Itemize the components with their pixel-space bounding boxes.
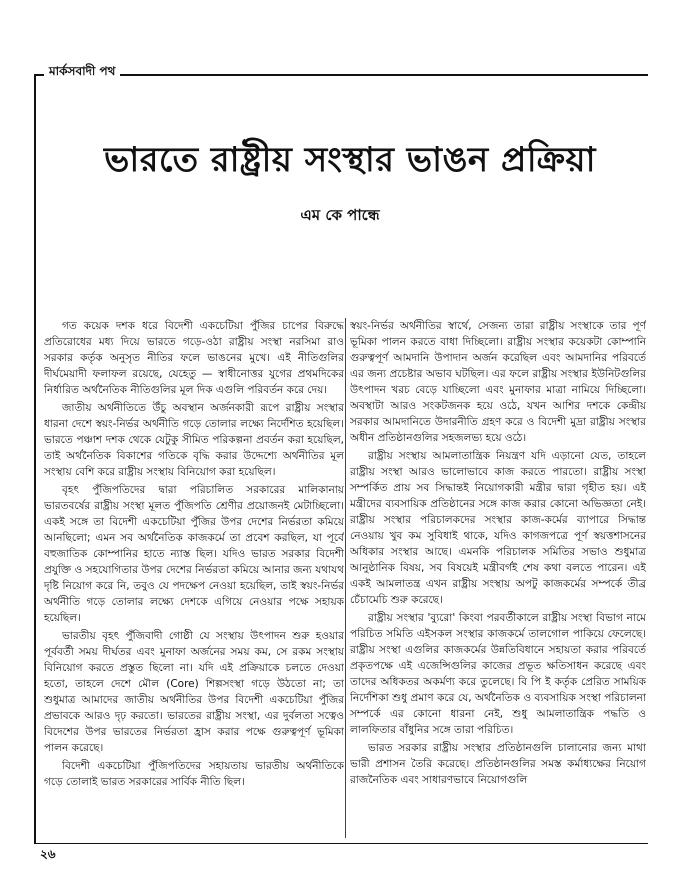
paragraph: বিদেশী একচেটিয়া পুঁজিপতিদের সহায়তায় ভারতীয় অর্থনীতিকে গড়ে তোলাই ভারত সরকারের সার্বিক নীতি ছিল। (44, 760, 344, 788)
paragraph: ভারতীয় বৃহৎ পুঁজিবাদী গোষ্ঠী যে সংস্থায় উৎপাদন শুরু হওয়ার পূর্ববর্তী সময় দীর্ঘতর এবং মুনাফা অর্জনের সময় কম, সে রকম সংস্থায় বিনিয়োগ করতে প্রস্তুত ছিলো না। যদি এই প্রক্রিয়াকে চলতে দেওয়া হতো, তাহলে দেশে মৌল (Core) শিল্পসংস্থা গড়ে উঠতো না; তা শুধুমাত্র আমাদের জাতীয় অর্থনীতির উপর বিদেশী একচেটিয়া পুঁজির প্রভাবকে আরও দৃঢ় করতো। ভারতের রাষ্ট্রীয় সংস্থা, এর দুর্বলতা সত্বেও বিদেশের উপর ভারতের নির্ভরতা হ্রাস করার পক্ষে গুরুত্বপূর্ণ ভূমিকা পালন করেছে। (44, 630, 344, 754)
paragraph: বৃহৎ পুঁজিপতিদের দ্বারা পরিচালিত সরকারের মালিকানায় ভারতবর্ষের রাষ্ট্রীয় সংস্থা মূলত পুঁজিপতি শ্রেণীর প্রয়োজনই মেটাচ্ছিলো। একই সঙ্গে তা বিদেশী একচেটিয়া পুঁজির উপর দেশের নির্ভরতা কমিয়ে আনছিলো; এমন সব অর্থনৈতিক কাজকর্মে তা প্রবেশ করছিল, যা পূর্বে বহুজাতিক কোম্পানির হাতে ন্যাস্ত ছিল। যদিও ভারত সরকার বিদেশী প্রযুক্তি ও সহযোগিতার উপর দেশের নির্ভরতা কমিয়ে আনার জন্য যথাযথ দৃষ্টি নিয়োগ করে নি, তবুও যে পদক্ষেপ নেওয়া হয়েছিল, তাই স্বয়ং-নির্ভর অর্থনীতি গড়ে তোলার লক্ষ্যে দেশকে এগিয়ে নেওয়ার পক্ষে সহায়ক হয়েছিল। (44, 484, 344, 624)
article-author: এম কে পান্ধে (300, 206, 380, 224)
article-title: ভারতে রাষ্ট্রীয় সংস্থার ভাঙন প্রক্রিয়া (104, 140, 596, 180)
paragraph: রাষ্ট্রীয় সংস্থায় আমলাতান্ত্রিক নিয়ন্ত্রণ যদি এড়ানো যেত, তাহলে রাষ্ট্রীয় সংস্থা আরও ভালোভাবে কাজ করতে পারতো। রাষ্ট্রীয় সংস্থা সম্পর্কিত প্রায় সব সিদ্ধান্তই নিয়োগকারী মন্ত্রীর দ্বারা গৃহীত হয়। এই মন্ত্রীদের ব্যবসায়িক প্রতিষ্ঠানের সঙ্গে কাজ করার কোনো অভিজ্ঞতা নেই। রাষ্ট্রীয় সংস্থার পরিচালকদের সংস্থার কাজ-কর্মের ব্যাপারে সিদ্ধান্ত নেওয়ায় খুব কম সুবিধাই থাকে, যদিও কাগজপত্রে পূর্ণ স্বয়ত্তশাসনের অধিকার সংস্থার আছে। এমনকি পরিচালক সমিতির সভাও শুধুমাত্র আনুষ্ঠানিক বিষয়, সব বিষয়েই মন্ত্রীবর্গই শেষ কথা বলতে পারেন। এই একই আমলাতন্ত্র এখন রাষ্ট্রীয় সংস্থায় অপটু কাজকর্মের সম্পর্কে তীব্র চেঁচামেচি শুরু করেছে। (350, 450, 646, 606)
left-margin-rule (34, 74, 36, 844)
left-column (44, 318, 344, 838)
journal-name: মার্কসবাদী পথ (44, 62, 120, 80)
paragraph: রাষ্ট্রীয় সংস্থার 'ব্যুরো' কিংবা পরবর্তীকালে রাষ্ট্রীয় সংস্থা বিভাগ নামে পরিচিত সমিতি এইসকল সংস্থার কাজকর্মে তালগোল পাকিয়ে ফেলেছে। রাষ্ট্রীয় সংস্থা এগুলির কাজকর্মের উন্নতিবিধানে সহায়তা করার পরিবর্তে প্রকৃতপক্ষে এই এজেন্সিগুলির কাজের প্রভূত ক্ষতিসাধন করেছে এবং তাদের অধিকতর অকর্মণ্য করে তুলেছে। বি পি ই কর্তৃক প্রেরিত সাময়িক নির্দেশিকা শুধু প্রমাণ করে যে, অর্থনৈতিক ও ব্যবসায়িক সংস্থা পরিচালনা সম্পর্কে এর কোনো ধারনা নেই, শুধু আমলাতান্ত্রিক পদ্ধতি ও লালফিতার বাঁধুনির সঙ্গে তারা পরিচিত। (350, 612, 646, 736)
paragraph: ভারত সরকার রাষ্ট্রীয় সংস্থার প্রতিষ্ঠানগুলি চালানোর জন্য মাথা ভারী প্রশাসন তৈরি করেছে। প্রতিষ্ঠানগুলির সমস্ত কর্মাধ্যক্ষের নিয়োগ রাজনৈতিক এবং সাধারণভাবে নিয়োগগুলি (350, 742, 646, 786)
column-divider (345, 318, 346, 838)
paragraph: স্বয়ং-নির্ভর অর্থনীতির স্বার্থে, সেজন্য তারা রাষ্ট্রীয় সংস্থাকে তার পূর্ণ ভূমিকা পালন করতে বাধা দিচ্ছিলো। রাষ্ট্রীয় সংস্থার কয়েকটা কোম্পানি গুরুত্বপূর্ণ আমদানি উপাদান অর্জন করেছিল এবং আমদানির পরিবর্তে এর জন্য প্রচেষ্টার অভাব ঘটছিল। এর ফলে রাষ্ট্রীয় সংস্থার ইউনিটগুলির উৎপাদন খরচ বেড়ে যাচ্ছিলো এবং মুনাফার মাত্রা নামিয়ে দিচ্ছিলো। অবস্থাটা আরও সংকটজনক হয়ে ওঠে, যখন আশির দশকে কেন্দ্রীয় সরকার আমদানিতে উদারনীতি গ্রহণ করে ও বিদেশী মুদ্রা রাষ্ট্রীয় সংস্থার অধীন প্রতিষ্ঠানগুলির সহজলভ্য হয়ে ওঠে। (350, 320, 646, 444)
footer-rule (34, 843, 648, 844)
paragraph: জাতীয় অর্থনীতিতে উঁচু অবস্থান অর্জনকারী রূপে রাষ্ট্রীয় সংস্থার ধারনা দেশে স্বয়ং-নির্ভর অর্থনীতি গড়ে তোলার লক্ষ্যে নির্দেশিত হয়েছিল। ভারতে পঞ্চাশ দশক থেকে যেটুকু সীমিত পরিকল্পনা প্রবর্তন করা হয়েছিল, তাই অর্থনৈতিক বিকাশের গতিকে বৃদ্ধি করার উদ্দেশ্যে অর্থনীতির মূল সংস্থায় বেশি করে রাষ্ট্রীয় সংস্থায় বিনিয়োগ করা হয়েছিল। (44, 402, 344, 478)
page-number: ২৬ (40, 847, 56, 861)
right-column (350, 318, 646, 838)
header-rule (34, 74, 648, 76)
paragraph: গত কয়েক দশক ধরে বিদেশী একচেটিয়া পুঁজির চাপের বিরুদ্ধে প্রতিরোধের মধ্য দিয়ে ভারতে গড়ে-ওঠা রাষ্ট্রীয় সংস্থা নরসিমা রাও সরকার কর্তৃক অনুসৃত নীতির ফলে ভাঙনের মুখে। এই নীতিগুলির দীর্ঘমেয়াদী ফলাফল রয়েছে, যেহেতু — স্বাধীনোত্তর যুগের প্রথমদিকের নির্ধারিত অর্থনৈতিক নীতিগুলির মূল দিক এগুলি পরিবর্তন করে দেয়। (44, 320, 344, 396)
